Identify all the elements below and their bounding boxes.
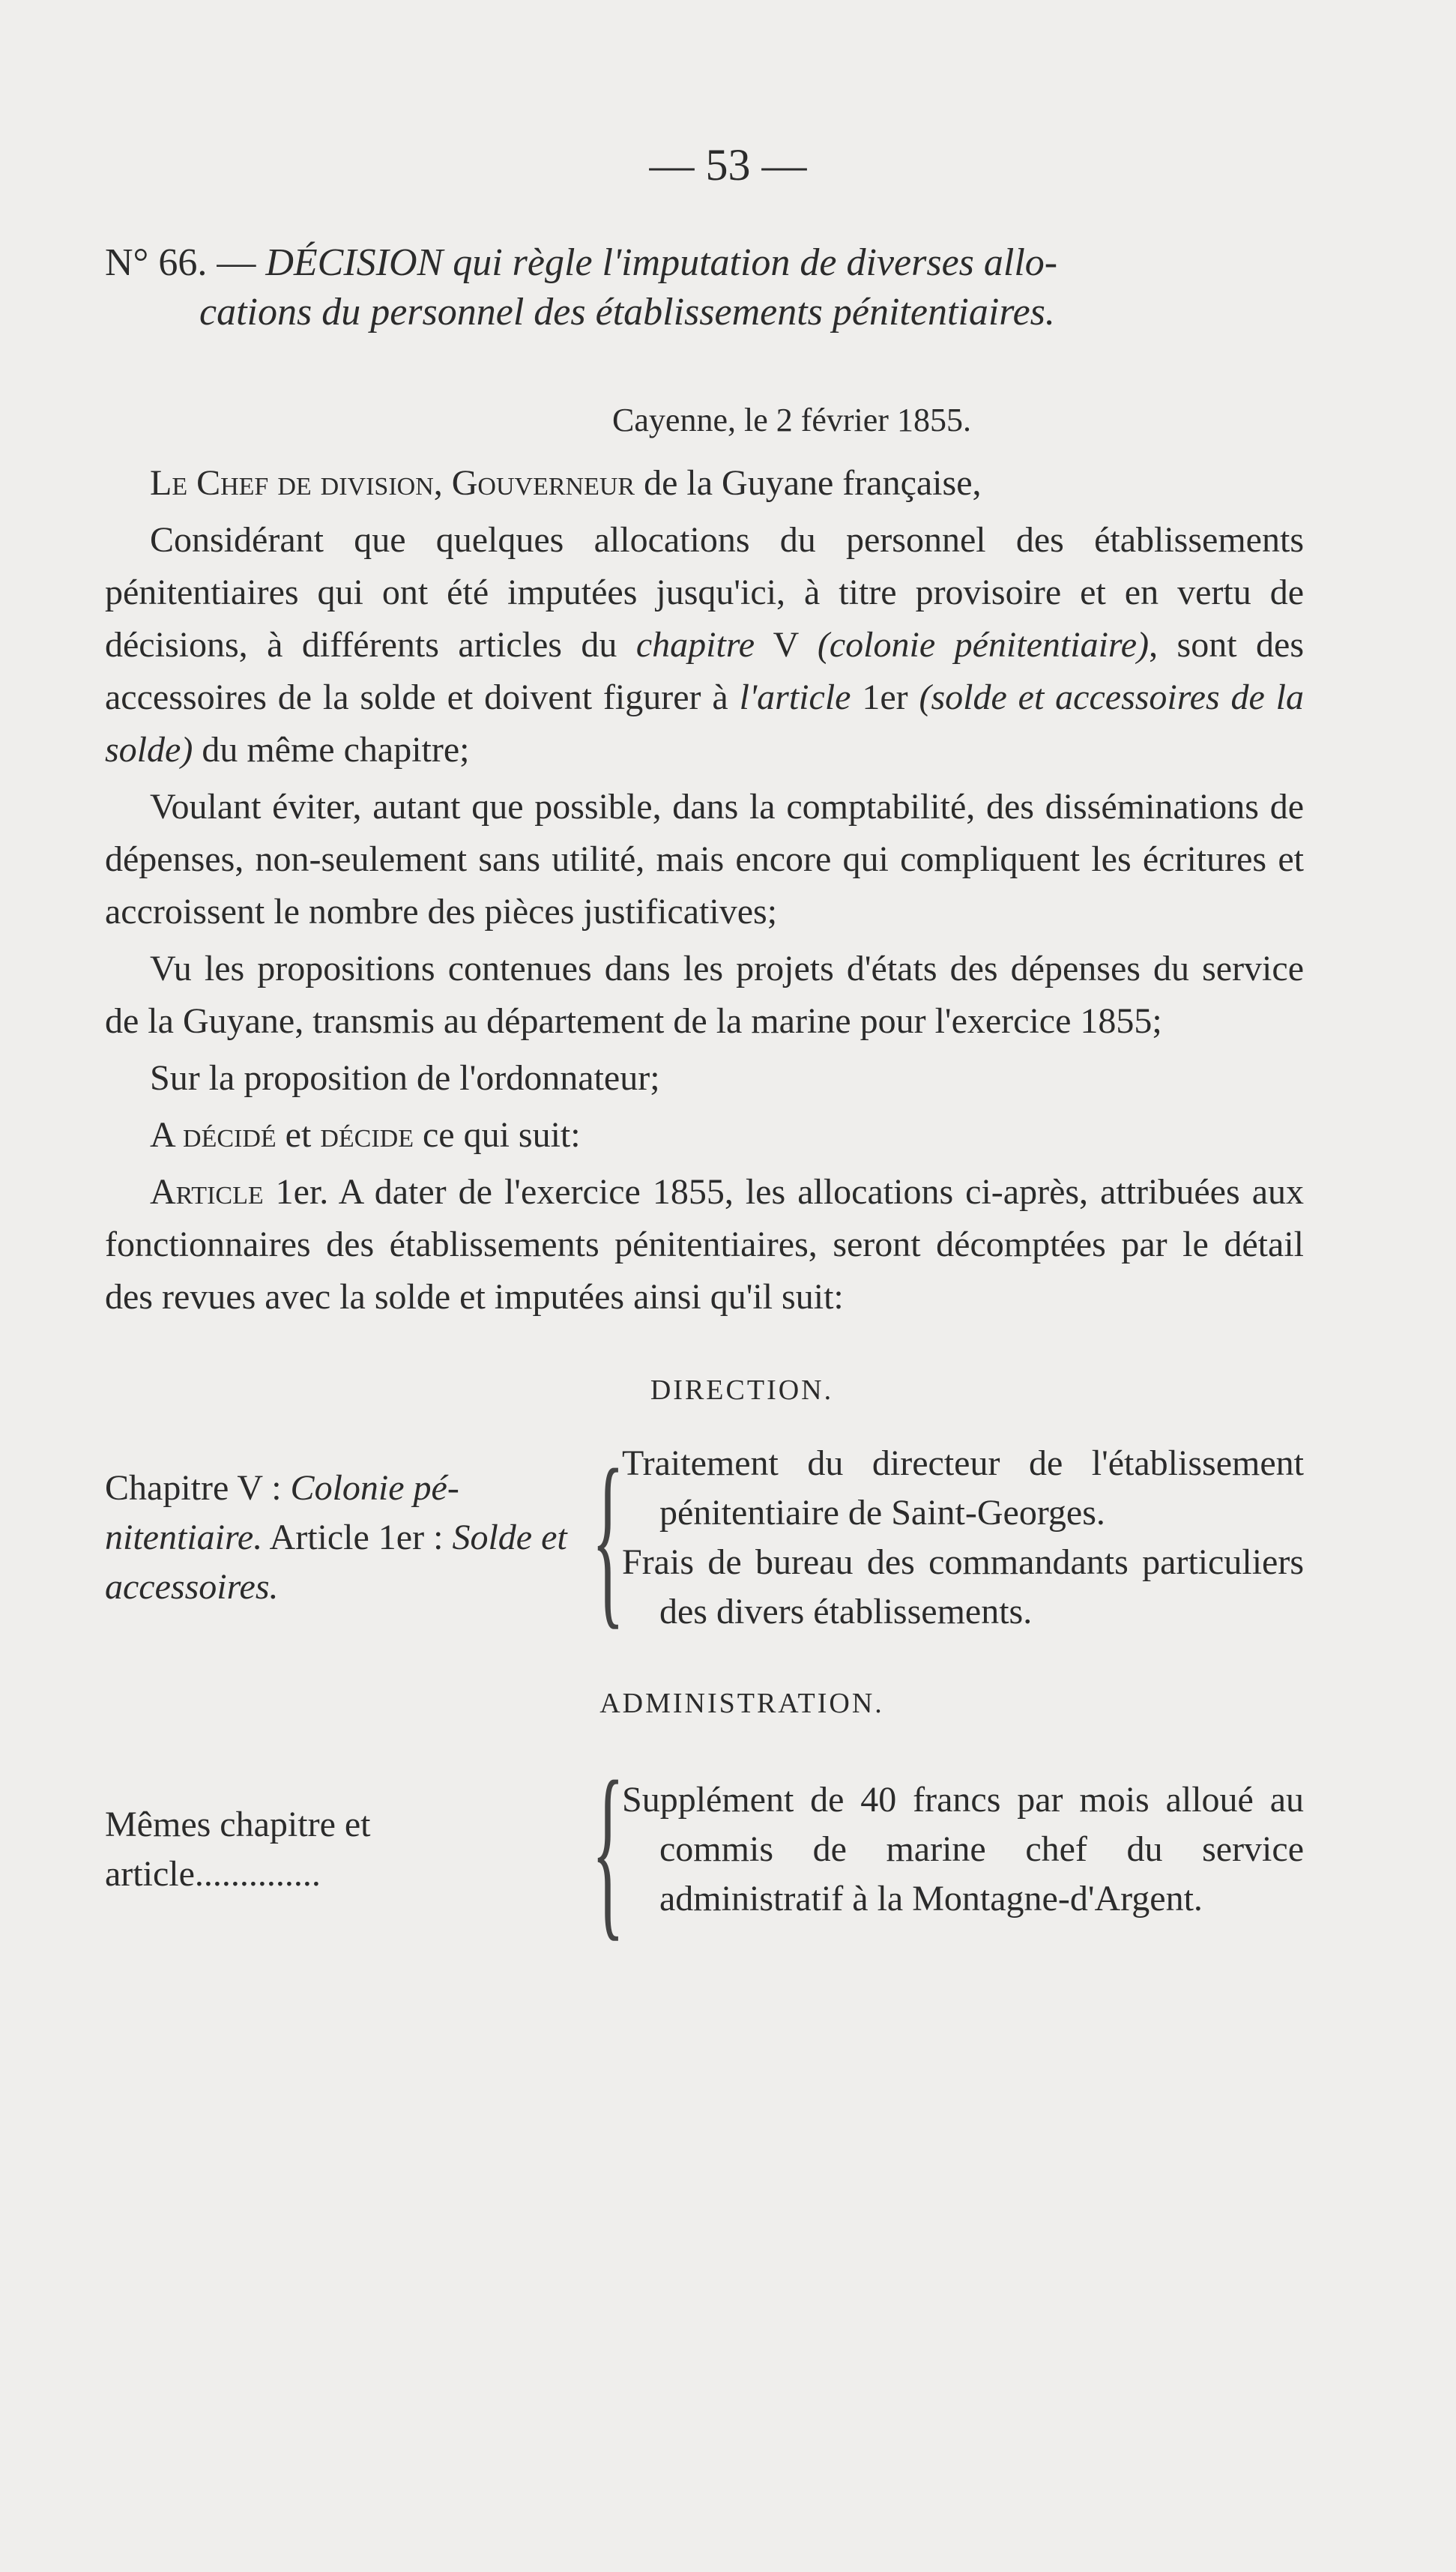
paragraph-preamble: Le Chef de division, Gouverneur de la Guyane française,	[150, 463, 982, 503]
section-direction	[105, 1430, 1304, 1646]
list-item: Frais de bureau des commandants particuliers des divers établissements.	[622, 1542, 1304, 1631]
brace-icon: {	[591, 1742, 625, 1957]
paragraph-considerant: Considérant que quelques allocations du personnel des établissements pénitentiaires qui ont été imputées jusqu'ici, à titre provisoire et en vertu de décisions, à différents articles du chapitre V (colonie pénitentiaire), sont des accessoires de la solde et doivent figurer à l'article 1er (solde et accessoires de la solde) du même chapitre;	[105, 520, 1305, 770]
imputation-label: Chapitre V : Colonie pé-nitentiaire. Article 1er : Solde et accessoires.	[105, 1468, 567, 1607]
imputation-label: Mêmes chapitre et article..............	[105, 1805, 371, 1894]
section-administration	[105, 1742, 1304, 1957]
decision-word: DÉCISION	[265, 241, 444, 284]
paragraph-decide: A décidé et décide ce qui suit:	[150, 1115, 581, 1155]
brace-icon: {	[591, 1430, 625, 1646]
decision-title	[105, 238, 1319, 337]
paragraph-article-1: Article 1er. A dater de l'exercice 1855, les allocations ci-après, attribuées aux fonctionnaires des établissements pénitentiaires, seront décomptées par le détail des revues avec la solde et imputées ainsi qu'il suit:	[105, 1172, 1304, 1317]
section-heading-administration: ADMINISTRATION.	[599, 1688, 884, 1719]
title-line-1: qui règle l'imputation de diverses allo-	[453, 241, 1058, 284]
section-heading-direction: DIRECTION.	[650, 1374, 834, 1406]
allocation-list	[622, 1775, 1304, 1924]
list-item: Supplément de 40 francs par mois alloué au commis de marine chef du service administratif à la Montagne-d'Argent.	[622, 1780, 1304, 1919]
page-number: — 53 —	[649, 140, 807, 190]
title-line-2: cations du personnel des établissements pénitentiaires.	[199, 291, 1055, 333]
paragraph-vu: Vu les propositions contenues dans les projets d'états des dépenses du service de la Guyane, transmis au département de la marine pour l'exercice 1855;	[105, 949, 1304, 1041]
dateline: Cayenne, le 2 février 1855.	[612, 402, 971, 438]
allocation-list	[622, 1439, 1304, 1637]
paragraph-proposition: Sur la proposition de l'ordonnateur;	[150, 1058, 660, 1098]
document-body	[105, 457, 1305, 1957]
paragraph-voulant: Voulant éviter, autant que possible, dans la comptabilité, des disséminations de dépenses, non-seulement sans utilité, mais encore qui compliquent les écritures et accroissent le nombre des pièces justificatives;	[105, 787, 1304, 932]
list-item: Traitement du directeur de l'établissement pénitentiaire de Saint-Georges.	[622, 1443, 1304, 1533]
decision-number: N° 66. —	[105, 241, 256, 284]
